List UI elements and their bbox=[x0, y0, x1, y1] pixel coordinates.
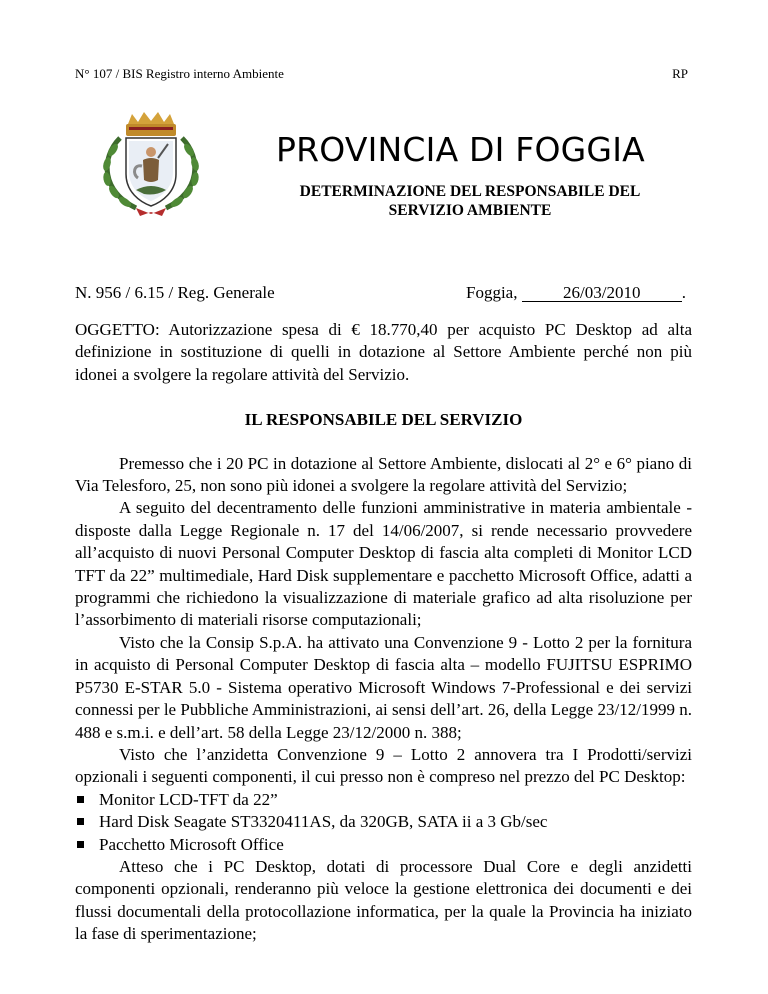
document-date: 26/03/2010 bbox=[522, 284, 682, 302]
list-item: Monitor LCD-TFT da 22” bbox=[75, 789, 692, 811]
place-label: Foggia, bbox=[466, 283, 522, 302]
document-body bbox=[75, 319, 692, 946]
paragraph-premesso: Premesso che i 20 PC in dotazione al Settore Ambiente, dislocati al 2° e 6° piano di Via Telesforo, 25, non sono più idonei a svolgere la regolare attività del Servizio; bbox=[75, 453, 692, 496]
office-code: RP bbox=[672, 66, 688, 81]
place-date bbox=[466, 283, 686, 303]
internal-register-number: N° 107 / BIS Registro interno Ambiente bbox=[75, 66, 284, 81]
institution-name: PROVINCIA DI FOGGIA bbox=[276, 130, 645, 169]
section-heading: IL RESPONSABILE DEL SERVIZIO bbox=[244, 410, 523, 430]
subject-label: OGGETTO: bbox=[75, 320, 160, 339]
optional-components-list bbox=[75, 789, 692, 856]
subject bbox=[75, 319, 692, 386]
list-item: Hard Disk Seagate ST3320411AS, da 320GB, SATA ii a 3 Gb/sec bbox=[75, 811, 692, 833]
paragraph-decentramento: A seguito del decentramento delle funzioni amministrative in materia ambientale - disposte dalla Legge Regionale n. 17 del 14/06/2007, si rende necessario provvedere all’acquisto di nuovi Personal Computer Desktop di fascia alta completi di Monitor LCD TFT da 22” multimediale, Hard Disk supplementare e pacchetto Microsoft Office, adatti a programmi che richiedono la visualizzazione di materiale grafico ad alta risoluzione per l’assorbimento di materiali risorse computazionali; bbox=[75, 498, 692, 630]
date-suffix: . bbox=[681, 283, 686, 302]
subject-text: Autorizzazione spesa di € 18.770,40 per acquisto PC Desktop ad alta definizione in sostituzione di quelli in dotazione al Settore Ambiente perché non più idonei a svolgere la regolare attività del Servizio. bbox=[75, 320, 692, 384]
paragraph-atteso: Atteso che i PC Desktop, dotati di processore Dual Core e degli anzidetti componenti opzionali, renderanno più veloce la gestione elettronica dei documenti e dei flussi documentali della protocollazione informatica, per la quale la Provincia ha iniziato la fase di sperimentazione; bbox=[75, 856, 692, 944]
paragraph-convenzione: Visto che l’anzidetta Convenzione 9 – Lotto 2 annovera tra I Prodotti/servizi opzionali i seguenti componenti, il cui presso non è compreso nel prezzo del PC Desktop: bbox=[75, 744, 692, 787]
general-register-number: N. 956 / 6.15 / Reg. Generale bbox=[75, 283, 275, 302]
paragraph-consip: Visto che la Consip S.p.A. ha attivato una Convenzione 9 - Lotto 2 per la fornitura in acquisto di Personal Computer Desktop di fascia alta – modello FUJITSU ESPRIMO P5730 E-STAR 5.0 - Sistema operativo Microsoft Windows 7-Professional e dei servizi connessi per le Pubbliche Amministrazioni, ai sensi dell’art. 26, della Legge 23/12/1999 n. 488 e s.m.i. e dell’art. 58 della Legge 23/12/2000 n. 388; bbox=[75, 632, 692, 742]
list-item: Pacchetto Microsoft Office bbox=[75, 834, 692, 856]
determination-title bbox=[230, 182, 710, 220]
provincia-crest-logo bbox=[96, 108, 206, 220]
determination-title-line-2: SERVIZIO AMBIENTE bbox=[388, 202, 552, 219]
determination-title-line-1: DETERMINAZIONE DEL RESPONSABILE DEL bbox=[299, 183, 641, 200]
